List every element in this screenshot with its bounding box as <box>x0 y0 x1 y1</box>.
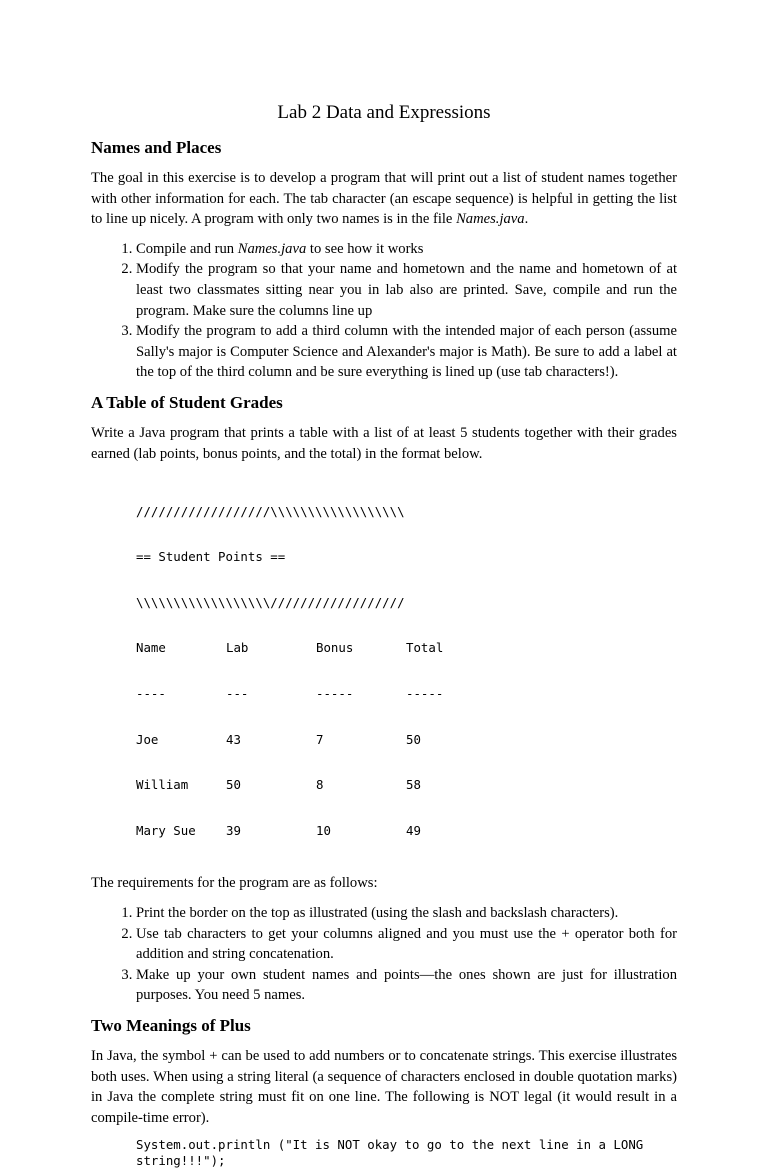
dash-cell: --- <box>226 685 249 701</box>
code-line-1: System.out.println ("It is NOT okay to go to the next line in a LONG <box>136 1137 644 1153</box>
table-header-row <box>136 640 677 655</box>
list-item: 3. Make up your own student names and points—the ones shown are just for illustration purposes. You need 5 names. <box>136 965 677 1006</box>
dash-cell: ----- <box>406 685 444 701</box>
step1-text-post: to see how it works <box>306 240 424 257</box>
table-cell: Joe <box>136 731 159 747</box>
table-cell: 10 <box>316 822 331 838</box>
section-heading-two-meanings-of-plus: Two Meanings of Plus <box>91 1015 251 1035</box>
table-cell: 8 <box>316 777 324 793</box>
list-item <box>136 239 677 260</box>
grades-intro-paragraph: Write a Java program that prints a table with a list of at least 5 students together with their grades earned (lab points, bonus points, and the total) in the format below. <box>91 424 677 462</box>
step1-text-pre: Compile and run <box>136 240 238 257</box>
code-line-2: string!!!"); <box>136 1152 226 1168</box>
border-top-line: //////////////////\\\\\\\\\\\\\\\\\\ <box>136 503 405 519</box>
table-cell: 50 <box>226 777 241 793</box>
table-cell: William <box>136 777 189 793</box>
list-item: 2. Modify the program so that your name and hometown and the name and hometown of at least two classmates sitting near you in lab also are printed. Save, compile and run the program. Make sure the columns line up <box>136 259 677 321</box>
names-intro-end: . <box>524 211 529 228</box>
names-file-ref: Names.java <box>456 211 525 228</box>
table-cell: 58 <box>406 777 421 793</box>
table-row <box>136 777 677 792</box>
table-cell: 39 <box>226 822 241 838</box>
header-bonus: Bonus <box>316 640 354 656</box>
table-dash-row <box>136 686 677 701</box>
section-heading-names-and-places: Names and Places <box>91 138 222 157</box>
table-row <box>136 732 677 747</box>
table-cell: Mary Sue <box>136 822 196 838</box>
table-cell: 43 <box>226 731 241 747</box>
document-title: Lab 2 Data and Expressions <box>277 102 491 123</box>
banner-line: == Student Points == <box>136 549 286 565</box>
requirements-intro: The requirements for the program are as follows: <box>91 875 378 892</box>
plus-paragraph: In Java, the symbol + can be used to add numbers or to concatenate strings. This exercise illustrates both uses. When using a string literal (a sequence of characters enclosed in double quotation marks) in Java the complete string must fit on one line. The following is NOT legal (it would result in a compile-time error). <box>91 1047 677 1126</box>
table-cell: 50 <box>406 731 421 747</box>
table-cell: 7 <box>316 731 324 747</box>
border-bottom-line: \\\\\\\\\\\\\\\\\\////////////////// <box>136 594 405 610</box>
list-item: 1. Print the border on the top as illustrated (using the slash and backslash characters). <box>136 903 677 924</box>
header-total: Total <box>406 640 444 656</box>
dash-cell: ----- <box>316 685 354 701</box>
table-row <box>136 823 677 838</box>
requirements-list <box>91 903 677 1006</box>
names-intro-paragraph <box>91 168 677 230</box>
sample-output-block <box>136 473 677 868</box>
dash-cell: ---- <box>136 685 166 701</box>
code-example <box>136 1137 677 1167</box>
names-steps-list <box>91 239 677 383</box>
list-item: 2. Use tab characters to get your columns aligned and you must use the + operator both for addition and string concatenation. <box>136 924 677 965</box>
table-cell: 49 <box>406 822 421 838</box>
step1-file-ref: Names.java <box>237 240 307 257</box>
list-item: 3. Modify the program to add a third column with the intended major of each person (assume Sally's major is Computer Science and Alexander's major is Math). Be sure to add a label at the top of the third column and be sure everything is lined up (use tab characters!). <box>136 321 677 383</box>
document-page <box>91 100 677 1173</box>
header-lab: Lab <box>226 640 249 656</box>
header-name: Name <box>136 640 166 656</box>
section-heading-student-grades: A Table of Student Grades <box>91 392 283 412</box>
names-intro-text: The goal in this exercise is to develop a program that will print out a list of student names together with other information for each. The tab character (an escape sequence) is helpful in getting the list to line up nicely. A program with only two names is in the file <box>91 170 677 228</box>
